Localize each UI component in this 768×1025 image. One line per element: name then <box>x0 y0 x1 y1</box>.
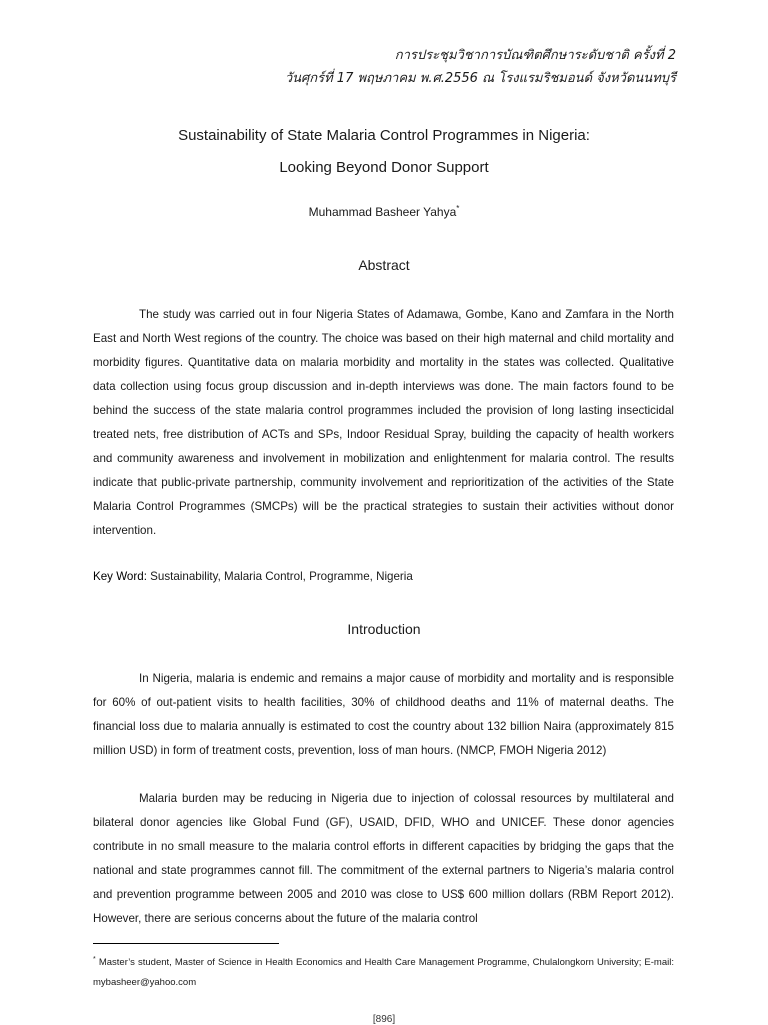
keywords-text: Sustainability, Malaria Control, Programme, Nigeria <box>146 570 413 583</box>
introduction-paragraph-2: Malaria burden may be reducing in Nigeria due to injection of colossal resources by multilateral and bilateral donor agencies like Global Fund (GF), USAID, DFID, WHO and UNICEF. These donor agencies contribute in no small measure to the malaria control efforts in different capacities by bridging the gaps that the national and state programmes cannot fill. The commitment of the external partners to Nigeria’s malaria control and prevention programme between 2005 and 2010 was close to US$ 600 million dollars (RBM Report 2012). However, there are serious concerns about the future of the malaria control <box>93 792 674 925</box>
footnote-mark: * <box>93 956 96 963</box>
paper-title-line2: Looking Beyond Donor Support <box>279 159 489 176</box>
paper-title-line1: Sustainability of State Malaria Control Programmes in Nigeria: <box>178 127 590 144</box>
author-footnote-mark: * <box>456 204 460 213</box>
page-number: [896] <box>372 1014 396 1025</box>
paper-title <box>0 120 768 184</box>
conference-header-line1: การประชุมวิชาการบัณฑิตศึกษาระดับชาติ ครั้งที่ 2 <box>394 48 676 63</box>
abstract-heading: Abstract <box>358 257 410 273</box>
footnote-text: Master’s student, Master of Science in Health Economics and Health Care Management Programme, Chulalongkorn University; E-mail: mybasheer@yahoo.com <box>93 957 674 989</box>
keywords-line <box>93 570 413 583</box>
introduction-paragraph-1: In Nigeria, malaria is endemic and remains a major cause of morbidity and mortality and is responsible for 60% of out-patient visits to health facilities, 30% of childhood deaths and 11% of maternal deaths. The financial loss due to malaria annually is estimated to cost the country about 132 billion Naira (approximately 815 million USD) in form of treatment costs, prevention, loss of man hours. (NMCP, FMOH Nigeria 2012) <box>93 672 674 757</box>
keywords-label: Key Word: <box>93 570 147 583</box>
author-line <box>0 204 768 219</box>
footnote <box>93 950 674 993</box>
author-name: Muhammad Basheer Yahya <box>308 205 457 219</box>
conference-header <box>285 44 676 90</box>
introduction-heading: Introduction <box>347 621 421 637</box>
conference-header-line2: วันศุกร์ที่ 17 พฤษภาคม พ.ศ.2556 ณ โรงแรมริชมอนด์ จังหวัดนนทบุรี <box>284 71 676 86</box>
abstract-paragraph: The study was carried out in four Nigeria States of Adamawa, Gombe, Kano and Zamfara in the North East and North West regions of the country. The choice was based on their high maternal and child mortality and morbidity figures. Quantitative data on malaria morbidity and mortality in the states was collected. Qualitative data collection using focus group discussion and in-depth interviews was done. The main factors found to be behind the success of the state malaria control programmes included the provision of long lasting insecticidal treated nets, free distribution of ACTs and SPs, Indoor Residual Spray, building the capacity of health workers and community awareness and involvement in mobilization and enlightenment for malaria control. The results indicate that public-private partnership, community involvement and reprioritization of the activities of the State Malaria Control Programmes (SMCPs) will be the practical strategies to sustain their activities without donor intervention. <box>93 308 674 537</box>
footnote-divider <box>93 943 279 944</box>
